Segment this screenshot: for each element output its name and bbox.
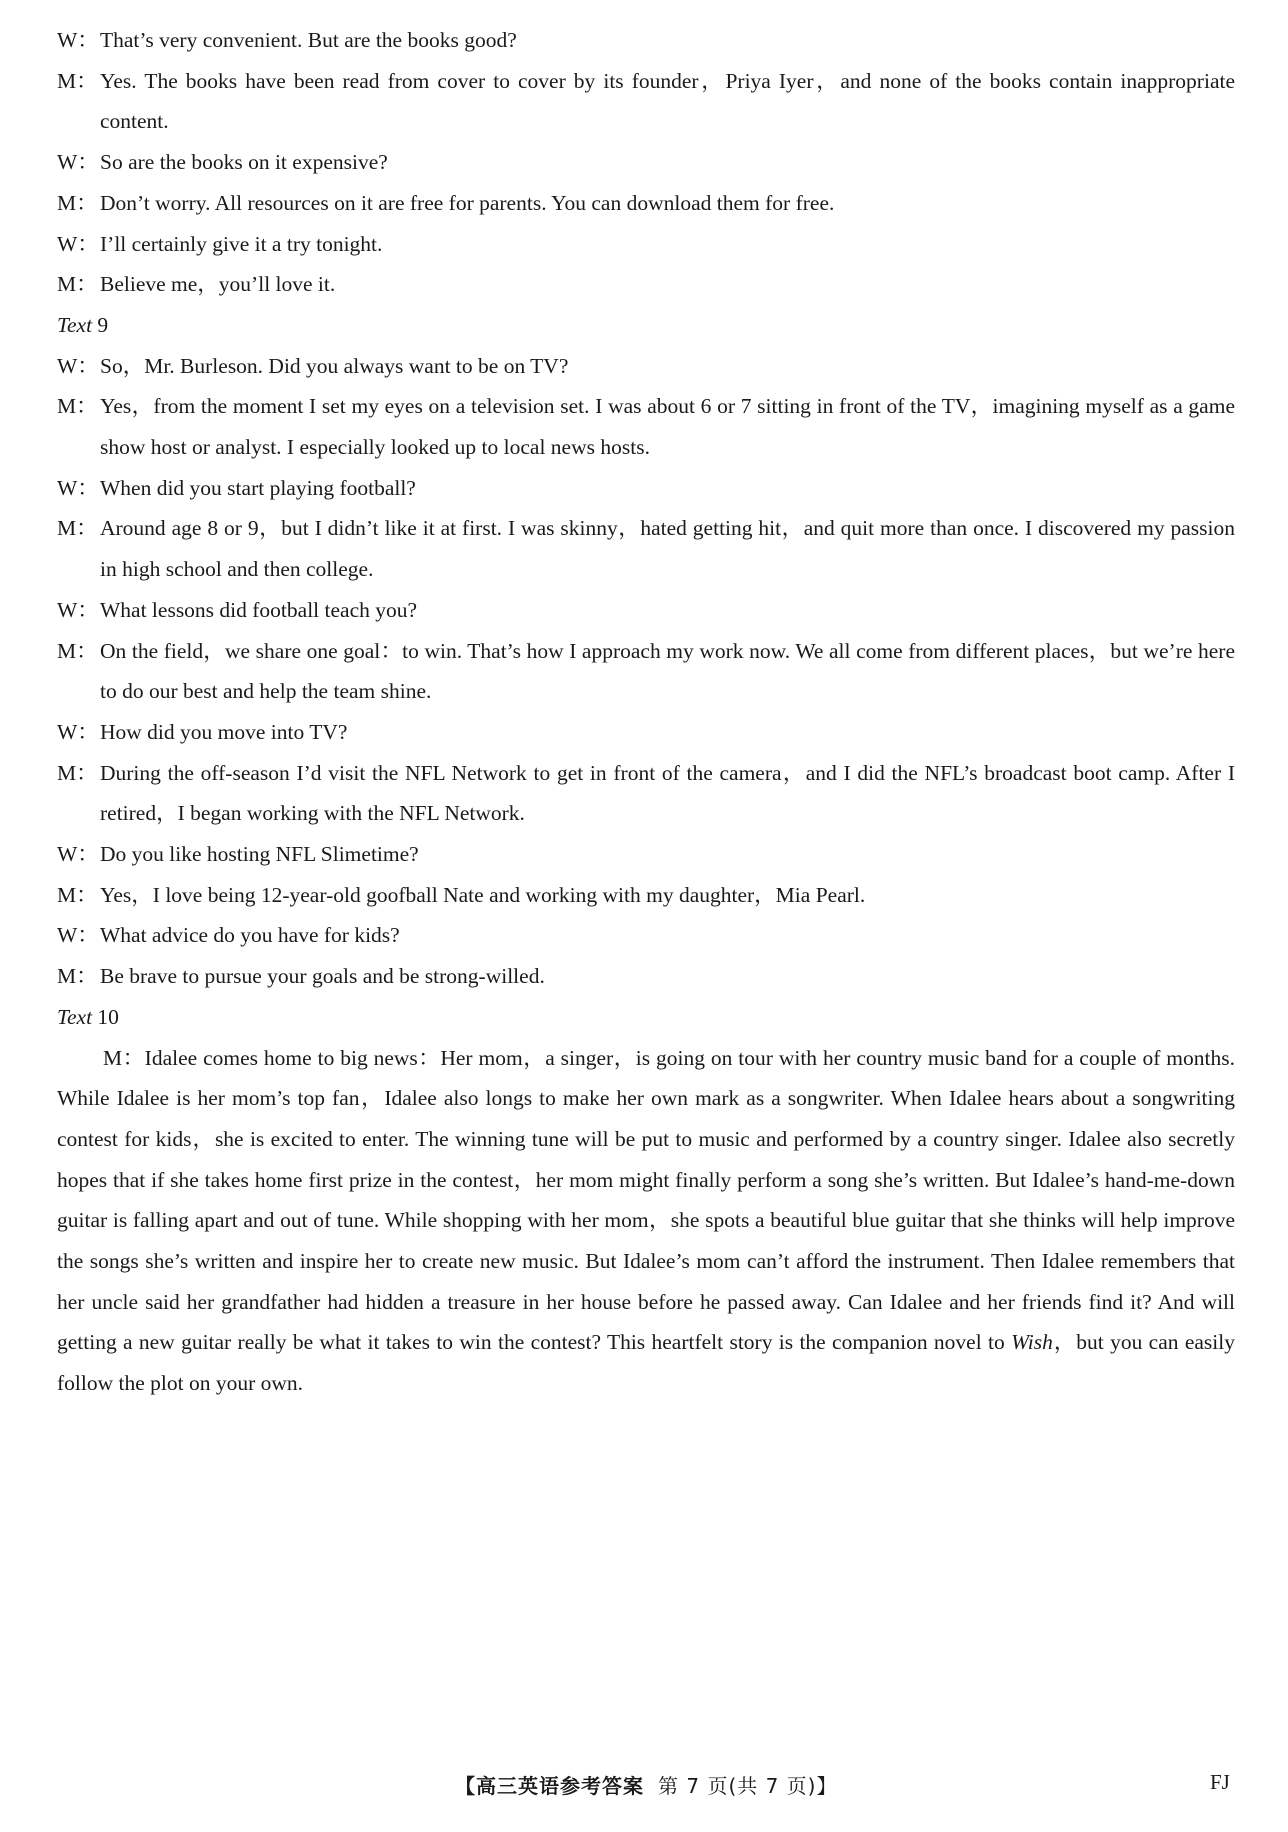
dialogue-turn: [57, 875, 1235, 916]
speaker-label: M：: [57, 964, 98, 989]
utterance: So，Mr. Burleson. Did you always want to be on TV?: [100, 353, 569, 378]
dialogue-turn: [57, 61, 1235, 142]
text-9-heading: [57, 305, 1235, 346]
speaker-label: M：: [57, 638, 98, 663]
dialogue-turn: [57, 753, 1235, 834]
utterance: So are the books on it expensive?: [100, 150, 388, 175]
speaker-label: M：: [57, 394, 98, 419]
dialogue-turn: [57, 386, 1235, 467]
footer-page-label: [455, 1770, 837, 1799]
dialogue-turn: [57, 915, 1235, 956]
dialogue-turn: [57, 264, 1235, 305]
utterance: On the field，we share one goal：to win. That’s how I approach my work now. We all come from different places，but we’re here to do our best and help the team shine.: [100, 638, 1235, 704]
dialogue-continuation: [57, 20, 1235, 305]
speaker-label: W：: [57, 842, 99, 867]
passage-text-end: ，but you can easily follow the plot on your own.: [57, 1330, 1235, 1396]
utterance: What lessons did football teach you?: [100, 597, 418, 622]
utterance: When did you start playing football?: [100, 475, 416, 500]
footer-title: 【高三英语参考答案: [455, 1774, 644, 1798]
speaker-label: W：: [57, 28, 99, 52]
speaker-label: W：: [57, 353, 99, 378]
dialogue-turn: [57, 142, 1235, 183]
passage-text: M：Idalee comes home to big news：Her mom，a singer，is going on tour with her country music band for a couple of months. While Idalee is her mom’s top fan，Idalee also longs to make her own mark as a songwriter. When Idalee hears about a songwriting contest for kids，she is excited to enter. The winning tune will be put to music and performed by a country singer. Idalee also secretly hopes that if she takes home first prize in the contest，her mom might finally perform a song she’s written. But Idalee’s hand-me-down guitar is falling apart and out of tune. While shopping with her mom，she spots a beautiful blue guitar that she thinks will help improve the songs she’s written and inspire her to create new music. But Idalee’s mom can’t afford the instrument. Then Idalee remembers that her uncle said her grandfather had hidden a treasure in her house before he passed away. Can Idalee and her friends find it? And will getting a new guitar really be what it takes to win the contest? This heartfelt story is the companion novel to: [57, 1045, 1235, 1355]
dialogue-turn: [57, 712, 1235, 753]
utterance: Don’t worry. All resources on it are free for parents. You can download them for free.: [100, 190, 835, 215]
utterance: Around age 8 or 9，but I didn’t like it at first. I was skinny，hated getting hit，and quit more than once. I discovered my passion in high school and then college.: [100, 516, 1235, 582]
utterance: That’s very convenient. But are the books good?: [100, 28, 517, 52]
book-title: Wish: [1011, 1330, 1053, 1355]
utterance: Believe me，you’ll love it.: [100, 272, 336, 297]
dialogue-turn: [57, 20, 1235, 61]
text-10-section: [57, 997, 1235, 1404]
heading-number: 9: [97, 312, 109, 337]
speaker-label: W：: [57, 597, 99, 622]
dialogue-turn: [57, 468, 1235, 509]
dialogue-turn: [57, 224, 1235, 265]
utterance: Do you like hosting NFL Slimetime?: [100, 842, 419, 867]
dialogue-turn: [57, 590, 1235, 631]
speaker-label: M：: [57, 882, 98, 907]
utterance: Yes，from the moment I set my eyes on a television set. I was about 6 or 7 sitting in front of the TV，imagining myself as a game show host or analyst. I especially looked up to local news hosts.: [100, 394, 1235, 460]
footer-region-code: FJ: [1210, 1770, 1230, 1794]
speaker-label: M：: [57, 760, 98, 785]
dialogue-turn: [57, 346, 1235, 387]
dialogue-turn: [57, 631, 1235, 712]
speaker-label: W：: [57, 923, 99, 948]
utterance: I’ll certainly give it a try tonight.: [100, 231, 383, 256]
utterance: During the off-season I’d visit the NFL Network to get in front of the camera，and I did the NFL’s broadcast boot camp. After I retired，I began working with the NFL Network.: [100, 760, 1235, 826]
heading-label: Text: [57, 312, 93, 337]
speaker-label: W：: [57, 719, 99, 744]
text-10-heading: [57, 997, 1235, 1038]
dialogue-turn: [57, 834, 1235, 875]
heading-label: Text: [57, 1004, 93, 1029]
dialogue-turn: [57, 508, 1235, 589]
utterance: Be brave to pursue your goals and be strong-willed.: [100, 964, 545, 989]
speaker-label: M：: [57, 272, 98, 297]
page-footer: [0, 1770, 1288, 1806]
speaker-label: W：: [57, 150, 99, 175]
speaker-label: W：: [57, 475, 99, 500]
document-page: [57, 20, 1235, 1404]
utterance: Yes，I love being 12-year-old goofball Nate and working with my daughter，Mia Pearl.: [100, 882, 866, 907]
speaker-label: M：: [57, 516, 98, 541]
dialogue-turn: [57, 183, 1235, 224]
heading-number: 10: [97, 1004, 119, 1029]
text-9-section: [57, 305, 1235, 997]
monologue-passage: [57, 1038, 1235, 1404]
utterance: Yes. The books have been read from cover to cover by its founder，Priya Iyer，and none of the books contain inappropriate content.: [100, 68, 1235, 134]
dialogue-turn: [57, 956, 1235, 997]
utterance: How did you move into TV?: [100, 719, 348, 744]
speaker-label: M：: [57, 190, 98, 215]
speaker-label: W：: [57, 231, 99, 256]
utterance: What advice do you have for kids?: [100, 923, 400, 948]
footer-page-number: 第 7 页(共 7 页)】: [658, 1774, 838, 1798]
speaker-label: M：: [57, 68, 98, 93]
